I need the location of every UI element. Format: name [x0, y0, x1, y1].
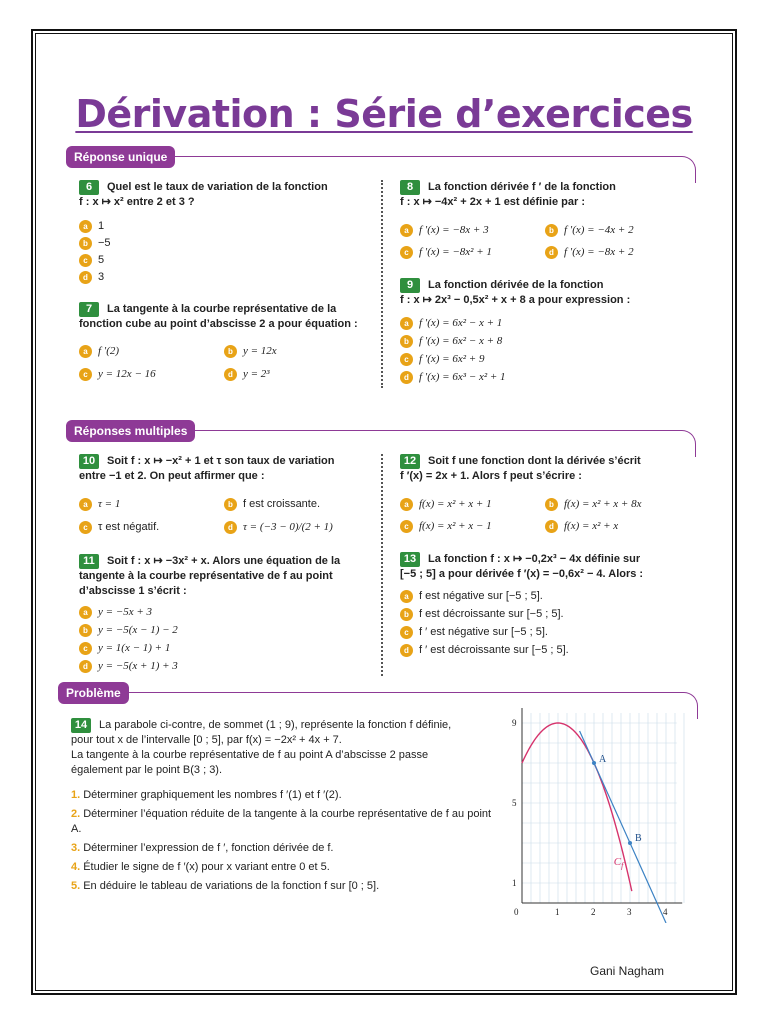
question-line: Soit f : x ↦ −x² + 1 et τ son taux de variation [107, 455, 335, 467]
exercise-number: 9 [400, 278, 420, 293]
option-text: f ′(x) = −8x + 3 [419, 224, 489, 236]
step-text: Déterminer graphiquement les nombres f ′(1) et f ′(2). [83, 789, 342, 801]
option-badge: c [400, 353, 413, 366]
question-line: tangente à la courbe représentative de f au point [79, 570, 333, 582]
step-text: Déterminer l’équation réduite de la tangente à la courbe représentative de f au point A. [71, 808, 492, 835]
option-badge: c [400, 520, 413, 533]
curve-label-cf: $C_f$ [613, 856, 624, 870]
section-rule [126, 156, 680, 157]
exercise-number: 8 [400, 180, 420, 195]
option-text: y = 2³ [243, 368, 270, 380]
option-text: f(x) = x² + x [564, 520, 619, 532]
option-a[interactable] [79, 497, 120, 511]
option-b[interactable] [400, 607, 564, 621]
question-line: La fonction dérivée de la fonction [428, 279, 604, 291]
section-label: Réponse unique [66, 146, 175, 168]
option-a[interactable] [400, 316, 502, 330]
question-line: f : x ↦ 2x³ − 0,5x² + x + 8 a pour expression : [400, 294, 631, 306]
option-badge: b [79, 624, 92, 637]
step-2 [71, 807, 501, 837]
option-badge: a [79, 345, 92, 358]
option-text: f ′(x) = −4x + 2 [564, 224, 634, 236]
option-badge: d [545, 520, 558, 533]
option-badge: a [79, 498, 92, 511]
question-line: entre −1 et 2. On peut affirmer que : [79, 470, 265, 482]
option-badge: b [224, 345, 237, 358]
option-d[interactable] [79, 659, 178, 673]
option-text: f ′(x) = −8x + 2 [564, 246, 634, 258]
option-c[interactable] [79, 641, 170, 655]
intro-line: pour tout x de l’intervalle [0 ; 5], par f(x) = −2x² + 4x + 7. [71, 734, 342, 746]
option-d[interactable] [545, 245, 634, 259]
option-c[interactable] [400, 245, 492, 259]
option-a[interactable] [79, 219, 104, 233]
exercise-7 [79, 302, 374, 332]
option-badge: a [400, 590, 413, 603]
option-badge: c [79, 642, 92, 655]
option-badge: c [400, 246, 413, 259]
option-text: f(x) = x² + x + 1 [419, 498, 492, 510]
option-b[interactable] [224, 497, 320, 511]
option-badge: b [400, 335, 413, 348]
x-tick-label-4: 4 [663, 907, 668, 917]
option-d[interactable] [400, 370, 506, 384]
option-text: f(x) = x² + x − 1 [419, 520, 492, 532]
question-line: f : x ↦ x² entre 2 et 3 ? [79, 196, 195, 208]
option-text: f ′ est négative sur [−5 ; 5]. [419, 626, 548, 638]
option-badge: b [79, 237, 92, 250]
option-d[interactable] [224, 520, 333, 534]
intro-line: également par le point B(3 ; 3). [71, 764, 223, 776]
intro-line: La tangente à la courbe représentative de f au point A d’abscisse 2 passe [71, 749, 429, 761]
y-tick-label-9: 9 [512, 718, 517, 728]
option-badge: a [79, 220, 92, 233]
option-text: f est décroissante sur [−5 ; 5]. [419, 608, 564, 620]
y-tick-label-1: 1 [512, 878, 517, 888]
option-badge: d [224, 368, 237, 381]
option-badge: b [545, 498, 558, 511]
step-number: 2. [71, 808, 81, 820]
section-rule-curve [679, 430, 696, 457]
exercise-10 [79, 454, 374, 484]
option-text: f ′(x) = −8x² + 1 [419, 246, 492, 258]
option-badge: b [224, 498, 237, 511]
option-text: y = 12x [243, 345, 277, 357]
option-text: f est croissante. [243, 498, 321, 510]
option-c[interactable] [79, 253, 104, 267]
point-a-label: A [599, 754, 607, 765]
column-divider [381, 180, 383, 388]
option-text: y = −5x + 3 [98, 606, 153, 618]
question-line: f : x ↦ −4x² + 2x + 1 est définie par : [400, 196, 585, 208]
step-4 [71, 860, 501, 875]
problem-14 [71, 718, 501, 894]
exercise-number: 7 [79, 302, 99, 317]
tangent-line [580, 731, 666, 923]
exercise-number: 6 [79, 180, 99, 195]
option-d[interactable] [224, 367, 270, 381]
exercise-number: 11 [79, 554, 99, 569]
column-divider [381, 454, 383, 676]
option-text: y = 1(x − 1) + 1 [98, 642, 171, 654]
option-c[interactable] [400, 625, 548, 639]
step-number: 1. [71, 789, 81, 801]
question-line: Soit f : x ↦ −3x² + x. Alors une équation de la [107, 555, 341, 567]
option-c[interactable] [400, 519, 492, 533]
option-badge: a [400, 317, 413, 330]
x-tick-label-1: 1 [555, 907, 560, 917]
option-text: y = 12x − 16 [98, 368, 156, 380]
step-number: 3. [71, 842, 81, 854]
question-line: Soit f une fonction dont la dérivée s’écrit [428, 455, 641, 467]
option-b[interactable] [224, 344, 277, 358]
option-badge: d [224, 521, 237, 534]
question-line: [−5 ; 5] a pour dérivée f ′(x) = −0,6x² − 4. Alors : [400, 568, 644, 580]
question-line: d’abscisse 1 s’écrit : [79, 585, 187, 597]
option-text: y = −5(x + 1) + 3 [98, 660, 178, 672]
option-text: f ′(x) = 6x² + 9 [419, 353, 485, 365]
option-text: τ = (−3 − 0)/(2 + 1) [243, 521, 333, 533]
option-b[interactable] [545, 497, 641, 511]
option-text: 3 [98, 271, 105, 283]
exercise-number: 12 [400, 454, 420, 469]
option-badge: c [79, 368, 92, 381]
option-text: f(x) = x² + x + 8x [564, 498, 642, 510]
x-tick-label-2: 2 [591, 907, 596, 917]
option-text: f ′(x) = 6x³ − x² + 1 [419, 371, 506, 383]
step-5 [71, 879, 501, 894]
option-text: 5 [98, 254, 105, 266]
question-line: La fonction dérivée f ′ de la fonction [428, 181, 616, 193]
option-c[interactable] [79, 520, 159, 534]
exercise-9 [400, 278, 700, 308]
question-line: f ′(x) = 2x + 1. Alors f peut s’écrire : [400, 470, 582, 482]
option-b[interactable] [400, 334, 502, 348]
option-text: 1 [98, 220, 105, 232]
option-text: y = −5(x − 1) − 2 [98, 624, 178, 636]
option-a[interactable] [79, 344, 119, 358]
step-text: Étudier le signe de f ′(x) pour x variant entre 0 et 5. [83, 861, 330, 873]
option-c[interactable] [79, 367, 156, 381]
option-text: f est négative sur [−5 ; 5]. [419, 590, 543, 602]
question-line: La tangente à la courbe représentative de la [107, 303, 337, 315]
section-rule [118, 692, 682, 693]
option-text: f ′(2) [98, 345, 120, 357]
option-badge: d [79, 660, 92, 673]
step-text: En déduire le tableau de variations de la fonction f sur [0 ; 5]. [83, 880, 380, 892]
step-text: Déterminer l’expression de f ′, fonction dérivée de f. [83, 842, 334, 854]
option-badge: d [545, 246, 558, 259]
page-title: Dérivation : Série d’exercices [75, 92, 693, 136]
exercise-number: 14 [71, 718, 91, 733]
option-badge: a [79, 606, 92, 619]
exercise-number: 13 [400, 552, 420, 567]
option-badge: d [79, 271, 92, 284]
step-3 [71, 841, 501, 856]
question-line: Quel est le taux de variation de la fonction [107, 181, 328, 193]
section-rule-curve [679, 156, 696, 183]
section-header-reponses-multiples [66, 420, 696, 442]
option-badge: c [79, 254, 92, 267]
option-text: f ′ est décroissante sur [−5 ; 5]. [419, 644, 569, 656]
point-b-marker [628, 841, 632, 845]
y-tick-label-5: 5 [512, 798, 517, 808]
option-a[interactable] [400, 589, 543, 603]
section-header-reponse-unique [66, 146, 696, 168]
option-d[interactable] [545, 519, 618, 533]
option-a[interactable] [79, 605, 152, 619]
exercise-13 [400, 552, 700, 582]
point-a-marker [592, 761, 596, 765]
exercise-11 [79, 554, 374, 599]
option-c[interactable] [400, 352, 484, 366]
question-line: La fonction f : x ↦ −0,2x³ − 4x définie sur [428, 553, 641, 565]
option-d[interactable] [79, 270, 104, 284]
option-text: f ′(x) = 6x² − x + 1 [419, 317, 503, 329]
step-1 [71, 788, 501, 803]
section-header-probleme [58, 682, 698, 704]
author-name: Gani Nagham [590, 964, 665, 978]
exercise-6 [79, 180, 374, 210]
option-d[interactable] [400, 643, 569, 657]
option-badge: c [400, 626, 413, 639]
option-a[interactable] [400, 497, 492, 511]
exercise-number: 10 [79, 454, 99, 469]
option-a[interactable] [400, 223, 489, 237]
option-text: f ′(x) = 6x² − x + 8 [419, 335, 503, 347]
option-b[interactable] [79, 623, 178, 637]
option-text: τ = 1 [98, 498, 121, 510]
option-badge: b [545, 224, 558, 237]
section-rule [146, 430, 680, 431]
option-b[interactable] [79, 236, 111, 250]
section-label: Réponses multiples [66, 420, 195, 442]
option-badge: a [400, 224, 413, 237]
exercise-12 [400, 454, 700, 484]
option-badge: c [79, 521, 92, 534]
x-tick-label-0: 0 [514, 907, 519, 917]
function-graph [506, 708, 691, 923]
option-badge: b [400, 608, 413, 621]
option-badge: d [400, 644, 413, 657]
point-b-label: B [635, 833, 642, 844]
section-label: Problème [58, 682, 129, 704]
step-number: 5. [71, 880, 81, 892]
exercise-8 [400, 180, 700, 210]
intro-line: La parabole ci-contre, de sommet (1 ; 9), représente la fonction f définie, [99, 719, 452, 731]
option-text: −5 [98, 237, 111, 249]
x-tick-label-3: 3 [627, 907, 632, 917]
question-line: fonction cube au point d’abscisse 2 a pour équation : [79, 318, 358, 330]
option-text: τ est négatif. [98, 521, 160, 533]
step-number: 4. [71, 861, 81, 873]
option-badge: a [400, 498, 413, 511]
option-b[interactable] [545, 223, 634, 237]
option-badge: d [400, 371, 413, 384]
